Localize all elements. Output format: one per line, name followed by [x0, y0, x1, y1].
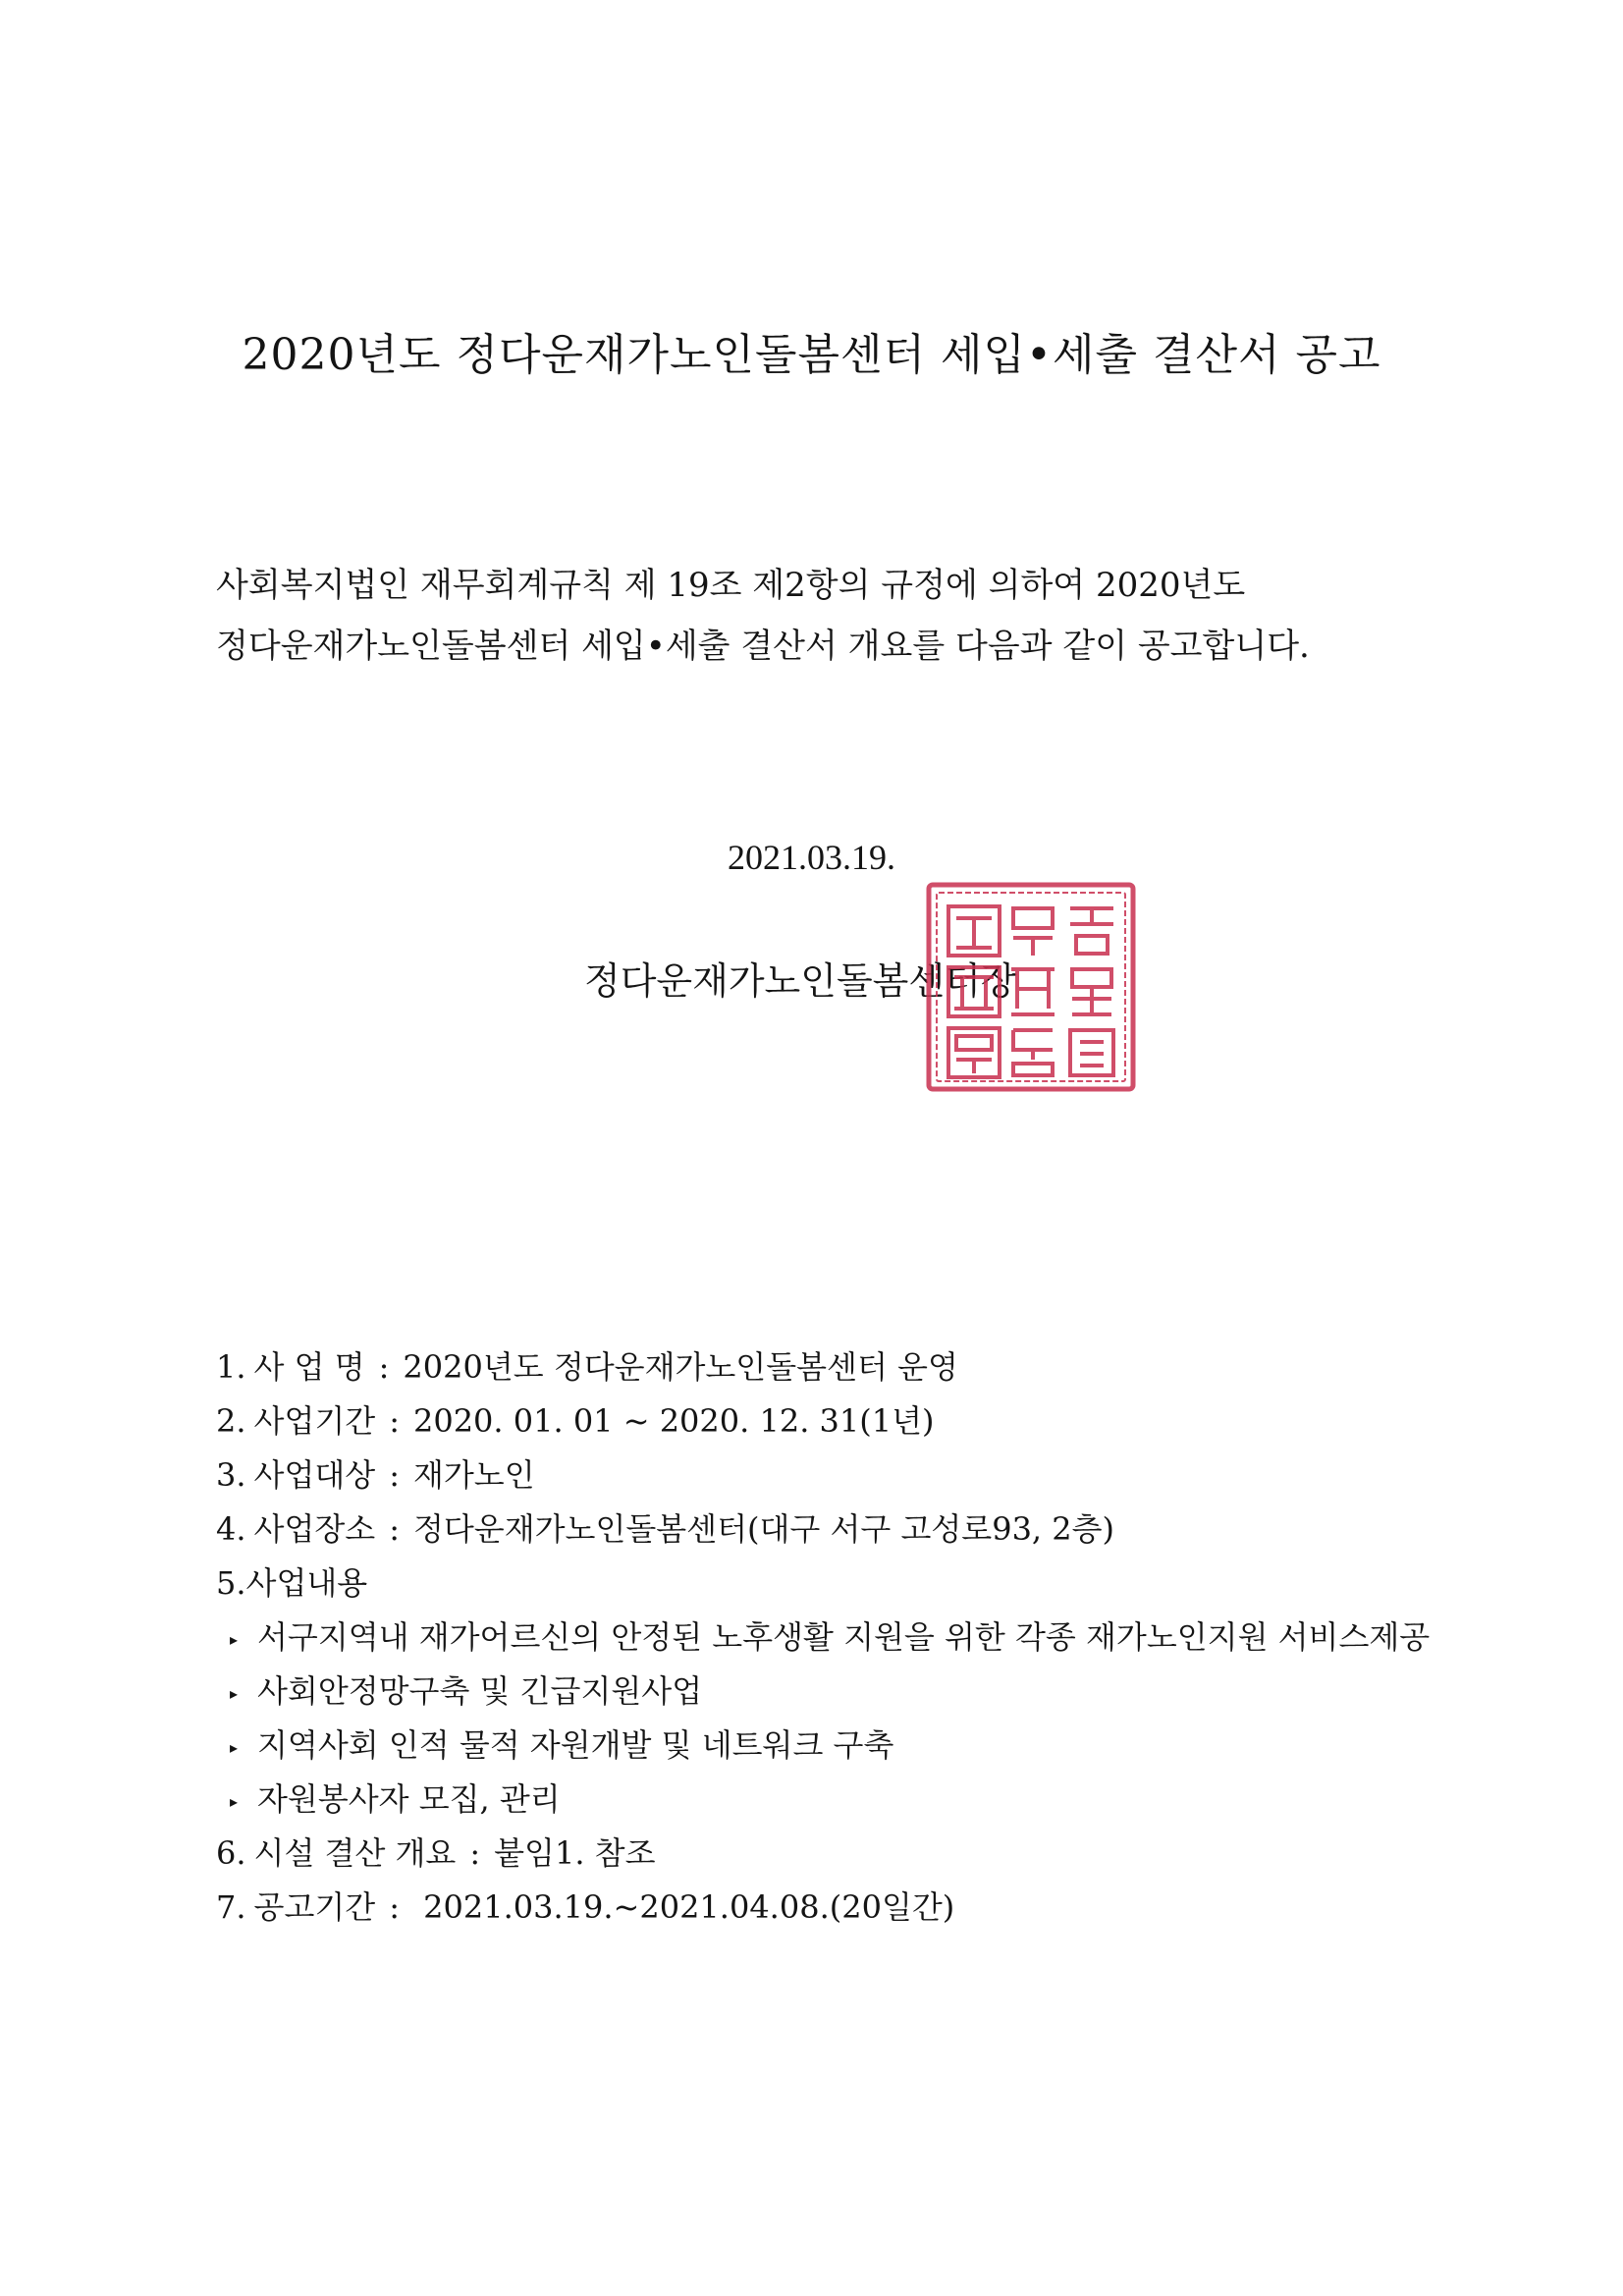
item-value: 2020년도 정다운재가노인돌봄센터 운영: [403, 1348, 958, 1386]
item-value: 정다운재가노인돌봄센터(대구 서구 고성로93, 2층): [412, 1510, 1115, 1548]
announcement-date: 2021.03.19.: [728, 838, 895, 877]
item-row-3: [216, 1449, 1512, 1503]
item-number: 6.: [216, 1834, 246, 1872]
item-separator: :: [389, 1510, 400, 1548]
bullet-text: 자원봉사자 모집, 관리: [257, 1780, 561, 1818]
item-value: 붙임1. 참조: [494, 1834, 656, 1872]
item-separator: :: [389, 1402, 400, 1440]
item-label: 공고기간: [253, 1888, 376, 1926]
triangle-bullet-icon: ▸: [230, 1792, 239, 1811]
item-number: 1.: [216, 1348, 246, 1386]
item-label: 사업기간: [253, 1402, 376, 1440]
item-value: 2021.03.19.~2021.04.08.(20일간): [412, 1888, 955, 1926]
item-row-4: [216, 1503, 1512, 1557]
item-value: 2020. 01. 01 ~ 2020. 12. 31(1년): [412, 1402, 935, 1440]
item-number: 3.: [216, 1456, 246, 1494]
item-label: 사업장소: [253, 1510, 376, 1548]
item-number: 4.: [216, 1510, 246, 1548]
page-title: 2020년도 정다운재가노인돌봄센터 세입•세출 결산서 공고: [242, 330, 1381, 380]
item-label: 사 업 명: [253, 1348, 365, 1386]
triangle-bullet-icon: ▸: [230, 1630, 239, 1649]
item-number: 7.: [216, 1888, 246, 1926]
section-5-title: 5.사업내용: [216, 1564, 368, 1602]
item-label: 사업대상: [253, 1456, 376, 1494]
bullet-text: 지역사회 인적 물적 자원개발 및 네트워크 구축: [257, 1726, 894, 1764]
signatory-name: 정다운재가노인돌봄센터장: [584, 959, 1017, 1003]
item-separator: :: [469, 1834, 481, 1872]
item-row-7: [216, 1881, 1512, 1935]
intro-paragraph: [216, 555, 1473, 677]
intro-line-1: 사회복지법인 재무회계규칙 제 19조 제2항의 규정에 의하여 2020년도: [216, 566, 1246, 605]
item-row-6: [216, 1827, 1512, 1881]
item-separator: :: [389, 1888, 400, 1926]
announcement-items: [216, 1340, 1512, 1935]
item-row-1: [216, 1340, 1512, 1394]
item-label: 시설 결산 개요: [253, 1834, 457, 1872]
bullet-text: 서구지역내 재가어르신의 안정된 노후생활 지원을 위한 각종 재가노인지원 서비스제공: [257, 1618, 1431, 1656]
triangle-bullet-icon: ▸: [230, 1684, 239, 1703]
item-separator: :: [378, 1348, 390, 1386]
triangle-bullet-icon: ▸: [230, 1738, 239, 1757]
item-row-2: [216, 1394, 1512, 1449]
item-number: 2.: [216, 1402, 246, 1440]
section-5-bullet-3: [216, 1719, 1512, 1773]
official-seal-icon: [923, 879, 1139, 1095]
item-separator: :: [389, 1456, 400, 1494]
intro-line-2: 정다운재가노인돌봄센터 세입•세출 결산서 개요를 다음과 같이 공고합니다.: [216, 627, 1310, 666]
section-5-bullet-1: [216, 1611, 1512, 1665]
section-5-bullet-4: [216, 1773, 1512, 1827]
section-5-bullet-2: [216, 1665, 1512, 1719]
bullet-text: 사회안정망구축 및 긴급지원사업: [257, 1672, 703, 1710]
item-value: 재가노인: [412, 1456, 535, 1494]
